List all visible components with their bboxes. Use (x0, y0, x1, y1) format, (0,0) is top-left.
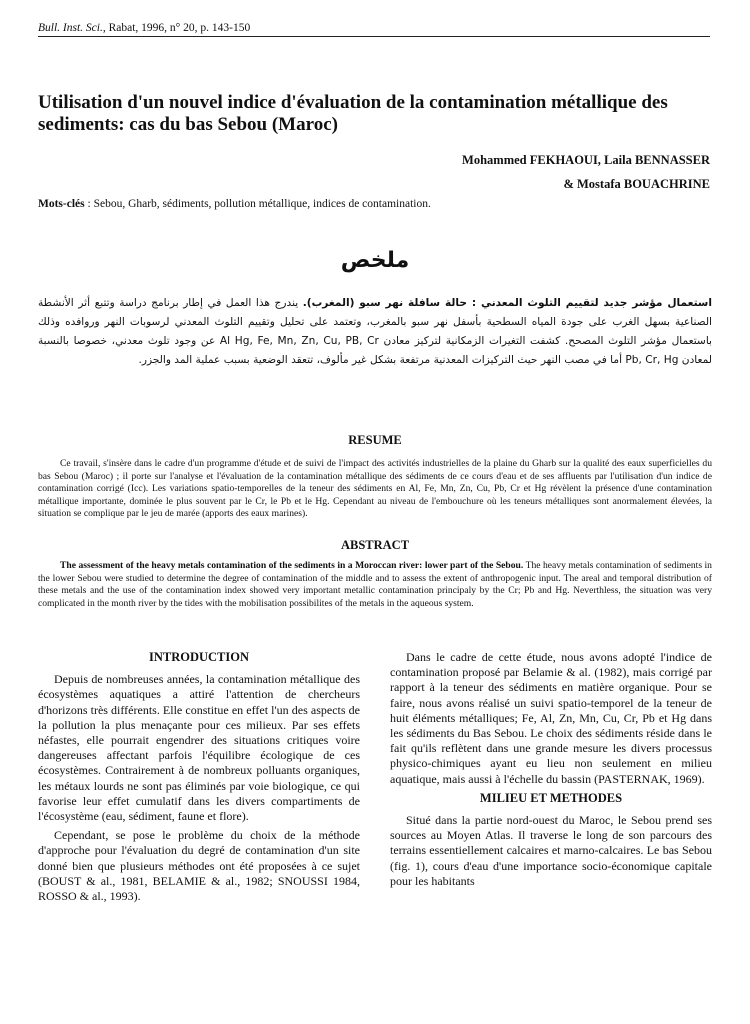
resume-text: Ce travail, s'insère dans le cadre d'un programme d'étude et de suivi de l'impact des activités industrielles de la plaine du Gharb sur la qualité des eaux superficielles du bas Sebou (Maroc) ; il porte sur l'analyse et l'évaluation de la contamination métallique des sédiments de ce cours d'eau et de ses affluents par l'utilisation d'un indice de contamination corrigé (Icc). Les variations spatio-temporelles de la teneur des sédiments en Al, Fe, Mn, Zn, Cu, Pb, Cr et Hg révèlent la présence d'une contamination métallique importante, dominée le plus souvent par le Cr, le Pb et le Hg. Cependant au niveau de l'embouchure où les teneurs métalliques sont anormalement élevées, la situation se complique par le jeu de marée (apports des eaux marines). (38, 458, 712, 519)
article-title: Utilisation d'un nouvel indice d'évaluation de la contamination métallique des sediments: cas du bas Sebou (Maroc) (38, 92, 668, 135)
author-line-2: & Mostafa BOUACHRINE (563, 177, 710, 191)
abstract-text: The heavy metals contamination of sediments in the lower Sebou were studied to determine the degree of contamination of the middle and to assess the extent of anthropogenic input. The areal and temporal distribution of these metals and the use of the contamination index showed very important metallic contamination principaly by the Cr; Pb and Hg. Neverthless, the situation was very complicated in the month river by the tides with the mobilisation possibilites of the metals in the aqueous system. (38, 560, 712, 609)
keywords-text: : Sebou, Gharb, sédiments, pollution métallique, indices de contamination. (84, 198, 431, 210)
introduction-heading: INTRODUCTION (148, 650, 249, 664)
keywords (38, 198, 718, 210)
right-column (390, 650, 712, 893)
milieu-paragraph-1: Situé dans la partie nord-ouest du Maroc, le Sebou prend ses sources au Moyen Atlas. Il traverse le long de son parcours des terrains essentiellement calcaires et marno-calcaires. Le bas Sebou (fig. 1), cours d'eau d'une importance socio-économique capitale pour les habitants (390, 813, 712, 888)
arabic-abstract (38, 294, 712, 370)
journal-details: , Rabat, 1996, n° 20, p. 143-150 (102, 22, 251, 34)
left-column (38, 650, 360, 908)
author-list (462, 148, 710, 196)
arabic-abstract-text: يندرج هذا العمل في إطار برنامج دراسة وتتبع أثر الأنشطة الصناعية بسهل الغرب على جودة المياه السطحية بأسفل نهر سبو بالمغرب، وتعتمد على تحليل وتقييم التلوث المعدني لرسوبات النهر وروافده وذلك باستعمال مؤشر التلوث المصحح. كشفت التغيرات الزمكانية لتركيز معادن Al Hg, Fe, Mn, Zn, Cu, PB, Cr عن وجود تلوث معدني، خصوصا بالنسبة لمعادن Pb, Cr, Hg أما في مصب النهر حيث التركيزات المعدنية مرتفعة بشكل غير مألوف، تتعقد الوضعية بسبب عملية المد والجزر. (38, 297, 712, 366)
intro-paragraph-1: Depuis de nombreuses années, la contamination métallique des écosystèmes aquatiques a attiré l'attention de chercheurs d'horizons très différents. Elle constitue en effet l'un des aspects de la pollution la plus menaçante pour ces milieux. Par ses effets néfastes, elle pourrait engendrer des situations critiques voire dangereuses affectant parfois l'équilibre écologique de ces écosystèmes. Contrairement à de nombreux polluants organiques, les métaux lourds ne sont pas éliminés par voie biologique, ce qui favorise leur effet cumulatif dans les divers compartiments de l'écosystème (eau, sédiment, faune et flore). (38, 672, 360, 824)
intro-paragraph-3: Dans le cadre de cette étude, nous avons adopté l'indice de contamination proposé par Belamie & al. (1982), mais corrigé par rapport à la teneur des sédiments en matière organique. Pour se faire, nous avons réalisé un suivi spatio-temporel de la teneur de huit éléments métalliques; Fe, Al, Zn, Mn, Cu, Cr, Pb et Hg dans les sédiments du Bas Sebou. Le choix des sédiments réside dans le fait qu'ils reflètent dans une grande mesure les divers processus physico-chimiques ayant eu lieu non seulement en milieu aquatique, mais aussi à l'échelle du bassin (PASTERNAK, 1969). (390, 650, 712, 786)
journal-name: Bull. Inst. Sci. (38, 22, 103, 34)
keywords-label: Mots-clés (38, 198, 85, 210)
arabic-abstract-heading: ملخص (340, 248, 410, 273)
abstract-lead: The assessment of the heavy metals contamination of the sediments in a Moroccan river: lower part of the Sebou. (60, 560, 524, 571)
running-head (38, 22, 710, 37)
intro-paragraph-2: Cependant, se pose le problème du choix de la méthode d'approche pour l'évaluation du degré de contamination d'un site donné bien que plusieurs méthodes ont été proposées à ce sujet (BOUST & al., 1981, BELAMIE & al., 1982; SNOUSSI 1984, ROSSO & al., 1993). (38, 828, 360, 904)
abstract-heading: ABSTRACT (340, 538, 410, 552)
milieu-heading: MILIEU ET METHODES (479, 790, 623, 805)
arabic-abstract-title: استعمال مؤشر جديد لتقييم التلوث المعدني : حالة سافلة نهر سبو (المغرب). (302, 297, 712, 309)
resume-heading: RESUME (348, 433, 402, 447)
author-line-1: Mohammed FEKHAOUI, Laila BENNASSER (462, 153, 710, 167)
abstract-paragraph (38, 560, 712, 610)
